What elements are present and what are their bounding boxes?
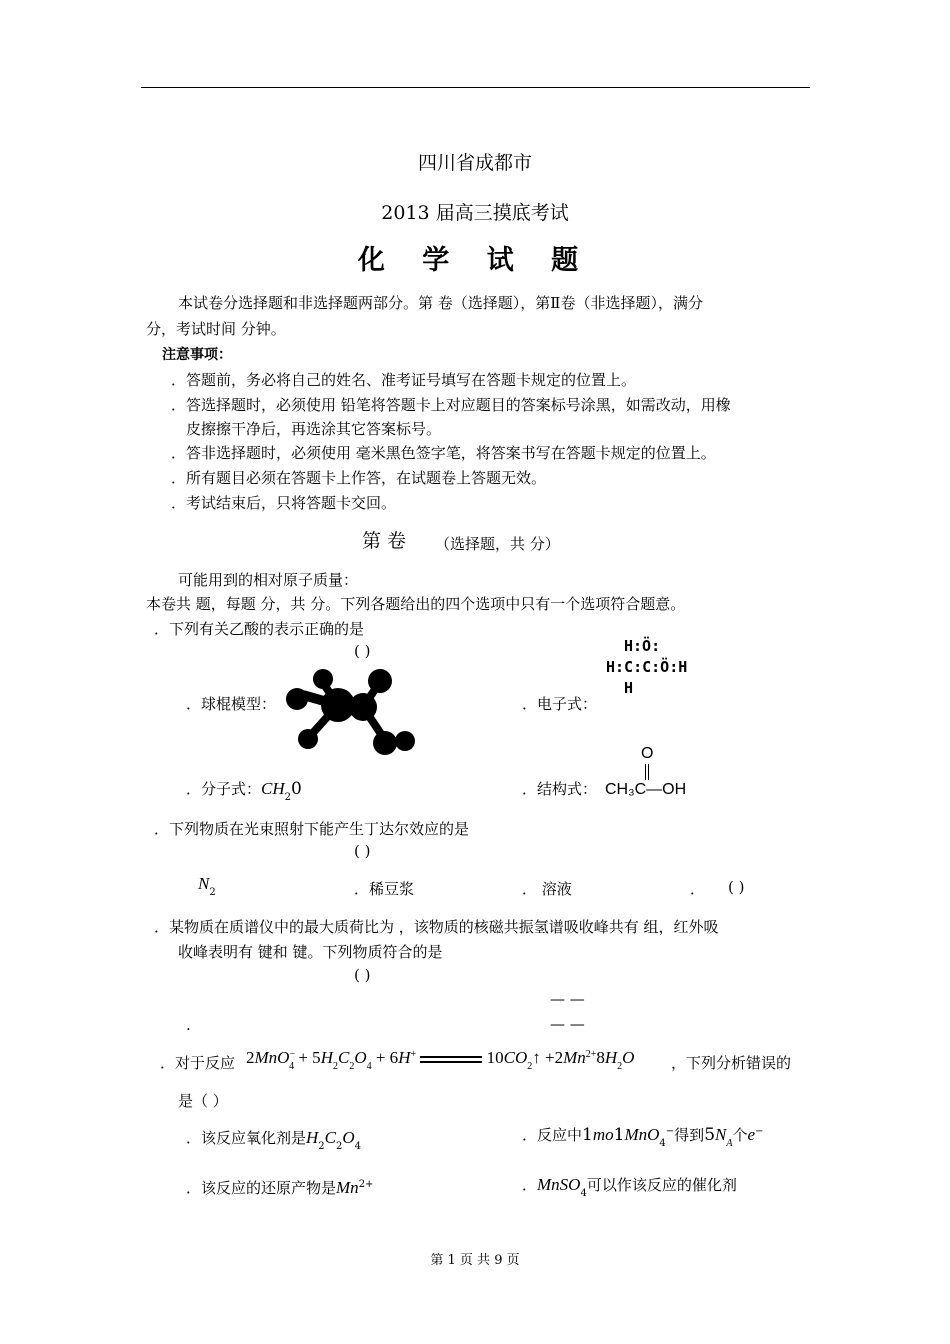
- q1-option-d: ．结构式：: [522, 780, 598, 798]
- subject-title: 化 学 试 题: [357, 245, 593, 276]
- note-item: ．答选择题时，必须使用 铅笔将答题卡上对应题目的答案标号涂黑，如需改动，用橡: [171, 396, 731, 414]
- intro-line-1: 本试卷分选择题和非选择题两部分。第 卷（选择题），第Ⅱ卷（非选择题），满分: [178, 294, 703, 312]
- note-item: ．答题前，务必将自己的姓名、准考证号填写在答题卡规定的位置上。: [171, 371, 637, 389]
- q2-option-a-formula: N: [198, 874, 210, 893]
- q4-lead: ．对于反应: [160, 1054, 236, 1072]
- electron-row: H:C:C:Ö:H: [606, 658, 688, 676]
- q3-dashes: — —: [550, 1015, 585, 1033]
- electron-row: H:Ö:: [624, 637, 661, 655]
- q2-option-d-bracket: ( ): [728, 878, 745, 896]
- q2-option-b: ．稀豆浆: [354, 880, 415, 898]
- q4-option-b: ．反应中1mo1MnO$_4$−得到$5N_A$个e−: [522, 1125, 764, 1149]
- exam-title: 2013 届高三摸底考试: [381, 202, 569, 224]
- note-item: ．答非选择题时，必须使用 毫米黑色签字笔，将答案书写在答题卡规定的位置上。: [171, 444, 716, 462]
- q3-line-2: 收峰表明有 键和 键。下列物质符合的是: [178, 943, 443, 961]
- region-title: 四川省成都市: [417, 152, 532, 174]
- q1-stem: ．下列有关乙酸的表示正确的是: [154, 620, 365, 638]
- q1-option-c-label: ．分子式：: [186, 780, 262, 798]
- q4-option-c: ．该反应的还原产物是$Mn^{2+}$: [186, 1178, 374, 1197]
- q2-option-c: ． 溶液: [522, 880, 572, 898]
- equals-sign-icon: [420, 1056, 482, 1063]
- q4-option-b-mid: 得到: [674, 1126, 705, 1144]
- q4-option-a: ．该反应氧化剂是$H_2C_2O_4$: [186, 1128, 362, 1152]
- q4-stem-line-2: 是（ ）: [178, 1092, 228, 1110]
- q4-option-d: ．MnSO$_4$可以作该反应的催化剂: [522, 1175, 737, 1199]
- notes-heading: 注意事项：: [162, 347, 232, 363]
- q1-option-c-formula: CH: [261, 779, 285, 798]
- structural-formula: CH₃C—OH: [605, 781, 687, 798]
- q3-line-1: ．某物质在质谱仪中的最大质荷比为 ，该物质的核磁共振氢谱吸收峰共有 组，红外吸: [154, 918, 719, 936]
- ball-stick-model-icon: [283, 665, 423, 760]
- q2-answer-bracket: ( ): [354, 842, 371, 860]
- page-footer: 第 1 页 共 9 页: [430, 1253, 520, 1268]
- struct-oxygen: O: [641, 745, 654, 762]
- q4-option-b-tail: 个: [732, 1126, 748, 1144]
- q2-stem: ．下列物质在光束照射下能产生丁达尔效应的是: [154, 820, 470, 838]
- section-title: 第 卷: [362, 530, 407, 552]
- note-item: ．考试结束后，只将答题卡交回。: [171, 494, 397, 512]
- note-item: 皮擦擦干净后，再选涂其它答案标号。: [186, 420, 442, 438]
- q1-option-c: [186, 778, 302, 803]
- q3-option-marker: .: [186, 1016, 191, 1034]
- header-rule: [141, 87, 810, 88]
- intro-line-2: 分，考试时间 分钟。: [146, 320, 286, 338]
- double-bond-line: [645, 764, 649, 780]
- q4-equation: $2MnO^-_4 + 5H_2C_2O_4 + 6H^+$ $10CO_2↑ +2Mn^{2+}8H_2O$: [246, 1048, 635, 1072]
- q4-option-d-tail: 可以作该反应的催化剂: [586, 1176, 737, 1194]
- atomic-mass-label: 可能用到的相对原子质量：: [178, 571, 359, 589]
- q4-stem-tail: ，下列分析错误的: [671, 1054, 792, 1072]
- q1-option-c-sub: 2: [284, 792, 292, 803]
- q2-option-a-sub: 2: [209, 887, 216, 898]
- q1-option-c-tail: 0: [291, 779, 302, 799]
- q3-answer-bracket: ( ): [354, 966, 371, 984]
- section-note: （选择题，共 分）: [435, 535, 560, 553]
- q2-option-a: [198, 874, 216, 898]
- electron-formula: [606, 636, 687, 699]
- q1-option-b: ．电子式：: [522, 695, 598, 713]
- q1-option-a: ．球棍模型：: [186, 695, 277, 713]
- q3-dashes: — —: [550, 990, 585, 1008]
- electron-row: H: [624, 679, 634, 697]
- section-instructions: 本卷共 题，每题 分，共 分。下列各题给出的四个选项中只有一个选项符合题意。: [146, 595, 686, 613]
- q4-option-b-label: ．反应中: [522, 1126, 583, 1144]
- q1-answer-bracket: ( ): [354, 642, 371, 660]
- q4-option-c-label: ．该反应的还原产物是: [186, 1179, 337, 1197]
- q4-option-a-label: ．该反应氧化剂是: [186, 1129, 307, 1147]
- note-item: ．所有题目必须在答题卡上作答，在试题卷上答题无效。: [171, 469, 547, 487]
- q2-option-d: ．: [690, 880, 706, 898]
